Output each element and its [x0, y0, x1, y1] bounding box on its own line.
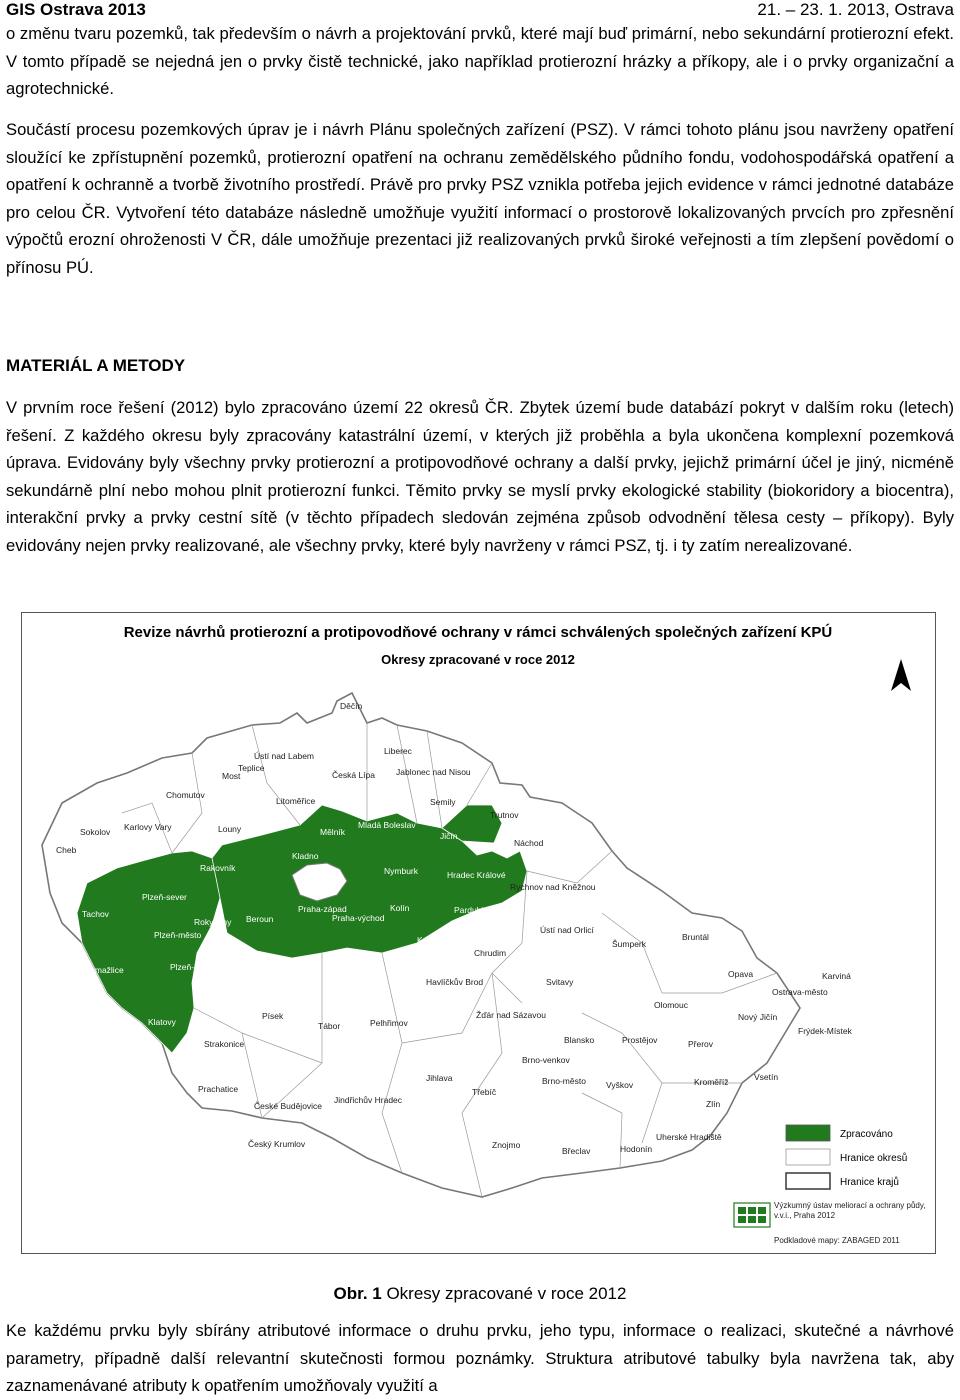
label-rokycany: Rokycany [194, 917, 232, 927]
label-frydek-mistek: Frýdek-Místek [798, 1026, 852, 1036]
label-sumperk: Šumperk [612, 939, 647, 949]
label-cheb: Cheb [56, 845, 77, 855]
label-bruntal: Bruntál [682, 932, 709, 942]
label-vyskov: Vyškov [606, 1080, 634, 1090]
label-kolin: Kolín [390, 903, 410, 913]
label-chrudim: Chrudim [474, 948, 507, 958]
label-ceska-lipa: Česká Lípa [332, 770, 375, 780]
conference-name: GIS Ostrava 2013 [6, 0, 146, 19]
label-prerov: Přerov [688, 1039, 714, 1049]
label-pisek: Písek [262, 1011, 284, 1021]
label-litomerice: Litoměřice [276, 796, 316, 806]
legend-swatch-regions [786, 1173, 830, 1189]
label-nymburk: Nymburk [384, 866, 419, 876]
basemap-credit: Podkladové mapy: ZABAGED 2011 [774, 1236, 900, 1245]
label-prachatice: Prachatice [198, 1084, 239, 1094]
legend-swatch-districts [786, 1149, 830, 1165]
label-kutna-hora: Kutná Hora [417, 935, 460, 945]
paragraph-methods: V prvním roce řešení (2012) bylo zpracováno území 22 okresů ČR. Zbytek území bude databází pokryt v dalším roku (letech) řešení. Z každého okresu byly zpracovány katastrální území, v kterých již proběhla a byla ukončena komplexní pozemková úprava. Evidovány byly všechny prvky protierozní a protipovodňové ochrany a další prvky, jejichž primární účel je jiný, nicméně sekundárně plní nebo mohou plnit protierozní funkci. Těmito prvky se myslí prvky ekologické stability (biokoridory a biocentra), interakční prvky a prvky cestní sítě (v těchto případech sledován zejména způsob odvodnění tělesa cesty – příkopy). Byly evidovány nejen prvky realizované, ale všechny prvky, které byly navrženy v rámci PSZ, tj. i ty zatím nerealizované. [6, 398, 954, 555]
label-brno-venkov: Brno-venkov [522, 1055, 570, 1065]
label-hodonin: Hodonín [620, 1144, 653, 1154]
label-plzen-sever: Plzeň-sever [142, 892, 187, 902]
label-rakovnik: Rakovník [200, 863, 236, 873]
caption-label: Obr. 1 [333, 1284, 382, 1303]
paragraph-intro-continuation: o změnu tvaru pozemků, tak především o návrh a projektování prvků, které mají buď primární, nebo sekundární protierozní efekt. V tomto případě se nejedná jen o prvky čistě technické, jako například protierozní hrázky a příkopy, ale i o prvky organizační a agrotechnické. [6, 24, 954, 98]
conference-date-place: 21. – 23. 1. 2013, Ostrava [757, 0, 954, 19]
label-kromeriz: Kroměříž [694, 1077, 729, 1087]
label-znojmo: Znojmo [492, 1140, 521, 1150]
label-plzen-jih: Plzeň-jih [170, 962, 203, 972]
institute-text-wrap [774, 1201, 934, 1229]
label-olomouc: Olomouc [654, 1000, 689, 1010]
label-decin: Děčín [340, 701, 363, 711]
label-chomutov: Chomutov [166, 790, 205, 800]
caption-text: Okresy zpracované v roce 2012 [381, 1284, 627, 1303]
label-usti-nad-labem: Ústí nad Labem [254, 751, 315, 761]
label-cesky-krumlov: Český Krumlov [248, 1139, 306, 1149]
label-trutnov: Trutnov [490, 810, 519, 820]
label-zlin: Zlín [706, 1099, 721, 1109]
label-pardubice: Pardubice [454, 905, 493, 915]
map-legend [786, 1125, 907, 1189]
label-karlovy-vary: Karlovy Vary [124, 822, 172, 832]
label-louny: Louny [218, 824, 242, 834]
label-mlada-boleslav: Mladá Boleslav [358, 820, 416, 830]
section-heading: MATERIÁL A METODY [6, 356, 186, 375]
label-opava: Opava [728, 969, 754, 979]
label-sokolov: Sokolov [80, 827, 111, 837]
legend-label-processed: Zpracováno [840, 1129, 893, 1140]
label-uherske-hradiste: Uherské Hradiště [656, 1132, 722, 1142]
label-tabor: Tábor [318, 1021, 341, 1031]
map-subtitle: Okresy zpracované v roce 2012 [381, 652, 575, 667]
label-liberec: Liberec [384, 746, 412, 756]
label-ceske-budejovice: České Budějovice [254, 1101, 323, 1111]
map-title: Revize návrhů protierozní a protipovodňové ochrany v rámci schválených společných zařízení KPÚ [123, 624, 833, 641]
label-kladno: Kladno [292, 851, 319, 861]
label-zdar: Žďár nad Sázavou [476, 1010, 546, 1020]
north-arrow-icon [891, 659, 911, 691]
page-header [6, 0, 954, 22]
institute-text: Výzkumný ústav meliorací a ochrany půdy, v.v.i., Praha 2012 [774, 1201, 926, 1220]
label-jihlava: Jihlava [426, 1073, 453, 1083]
label-nachod: Náchod [514, 838, 544, 848]
label-brno-mesto: Brno-město [542, 1076, 586, 1086]
label-ostrava: Ostrava-město [772, 987, 828, 997]
label-teplice: Teplice [238, 763, 265, 773]
label-karvina: Karviná [822, 971, 851, 981]
label-praha-zapad: Praha-západ [298, 904, 347, 914]
label-hradec-kralove: Hradec Králové [447, 870, 506, 880]
label-jablonec: Jablonec nad Nisou [396, 767, 471, 777]
label-breclav: Břeclav [562, 1146, 591, 1156]
label-strakonice: Strakonice [204, 1039, 245, 1049]
label-semily: Semily [430, 797, 456, 807]
label-vsetin: Vsetín [754, 1072, 779, 1082]
label-beroun: Beroun [246, 914, 274, 924]
institute-logo [734, 1203, 770, 1227]
map-svg [22, 613, 935, 1253]
label-blansko: Blansko [564, 1035, 595, 1045]
label-domazlice: Domažlice [84, 965, 124, 975]
paragraph-attributes: Ke každému prvku byly sbírány atributové informace o druhu prvku, jeho typu, informace o realizaci, skutečné a návrhové parametry, případně další relevantní skutečnosti formou poznámky. Struktura atributové tabulky byla navržena tak, aby zaznamenávané atributy k opatřením umožňovaly využití a [6, 1321, 954, 1395]
label-rychnov: Rychnov nad Kněžnou [510, 882, 596, 892]
label-plzen-mesto: Plzeň-město [154, 930, 202, 940]
label-praha-vychod: Praha-východ [332, 913, 385, 923]
label-havlickuv-brod: Havlíčkův Brod [426, 977, 484, 987]
legend-label-regions: Hranice krajů [840, 1177, 899, 1188]
label-pelhrimov: Pelhřimov [370, 1018, 408, 1028]
label-jicin: Jičín [440, 831, 458, 841]
legend-swatch-processed [786, 1125, 830, 1141]
label-melnik: Mělník [320, 827, 346, 837]
label-prostejov: Prostějov [622, 1035, 658, 1045]
label-novy-jicin: Nový Jičín [738, 1012, 778, 1022]
label-usti-nad-orlici: Ústí nad Orlicí [540, 925, 594, 935]
legend-label-districts: Hranice okresů [840, 1153, 908, 1164]
label-tachov: Tachov [82, 909, 109, 919]
label-svitavy: Svitavy [546, 977, 574, 987]
label-most: Most [222, 771, 241, 781]
label-benesov: Benešov [334, 956, 368, 966]
label-klatovy: Klatovy [148, 1017, 176, 1027]
label-jindrichuv-hradec: Jindřichův Hradec [334, 1095, 403, 1105]
figure-caption [0, 1284, 960, 1304]
map-figure [21, 612, 936, 1254]
paragraph-psz: Součástí procesu pozemkových úprav je i návrh Plánu společných zařízení (PSZ). V rámci tohoto plánu jsou navrženy opatření sloužící ke zpřístupnění pozemků, protierozní opatření na ochranu zemědělského půdního fondu, vodohospodářská opatření a opatření k ochranně a tvorbě životního prostředí. Právě pro prvky PSZ vznikla potřeba jejich evidence v rámci jednotné databáze pro celou ČR. Vytvoření této databáze následně umožňuje využití informací o prostorově lokalizovaných prvcích pro zpřesnění výpočtů erozní ohroženosti V ČR, dále umožňuje prezentaci již realizovaných prvků široké veřejnosti a tím zlepšení povědomí o přínosu PÚ. [6, 120, 954, 277]
label-trebic: Třebíč [472, 1087, 497, 1097]
label-pribram: Příbram [248, 954, 279, 964]
